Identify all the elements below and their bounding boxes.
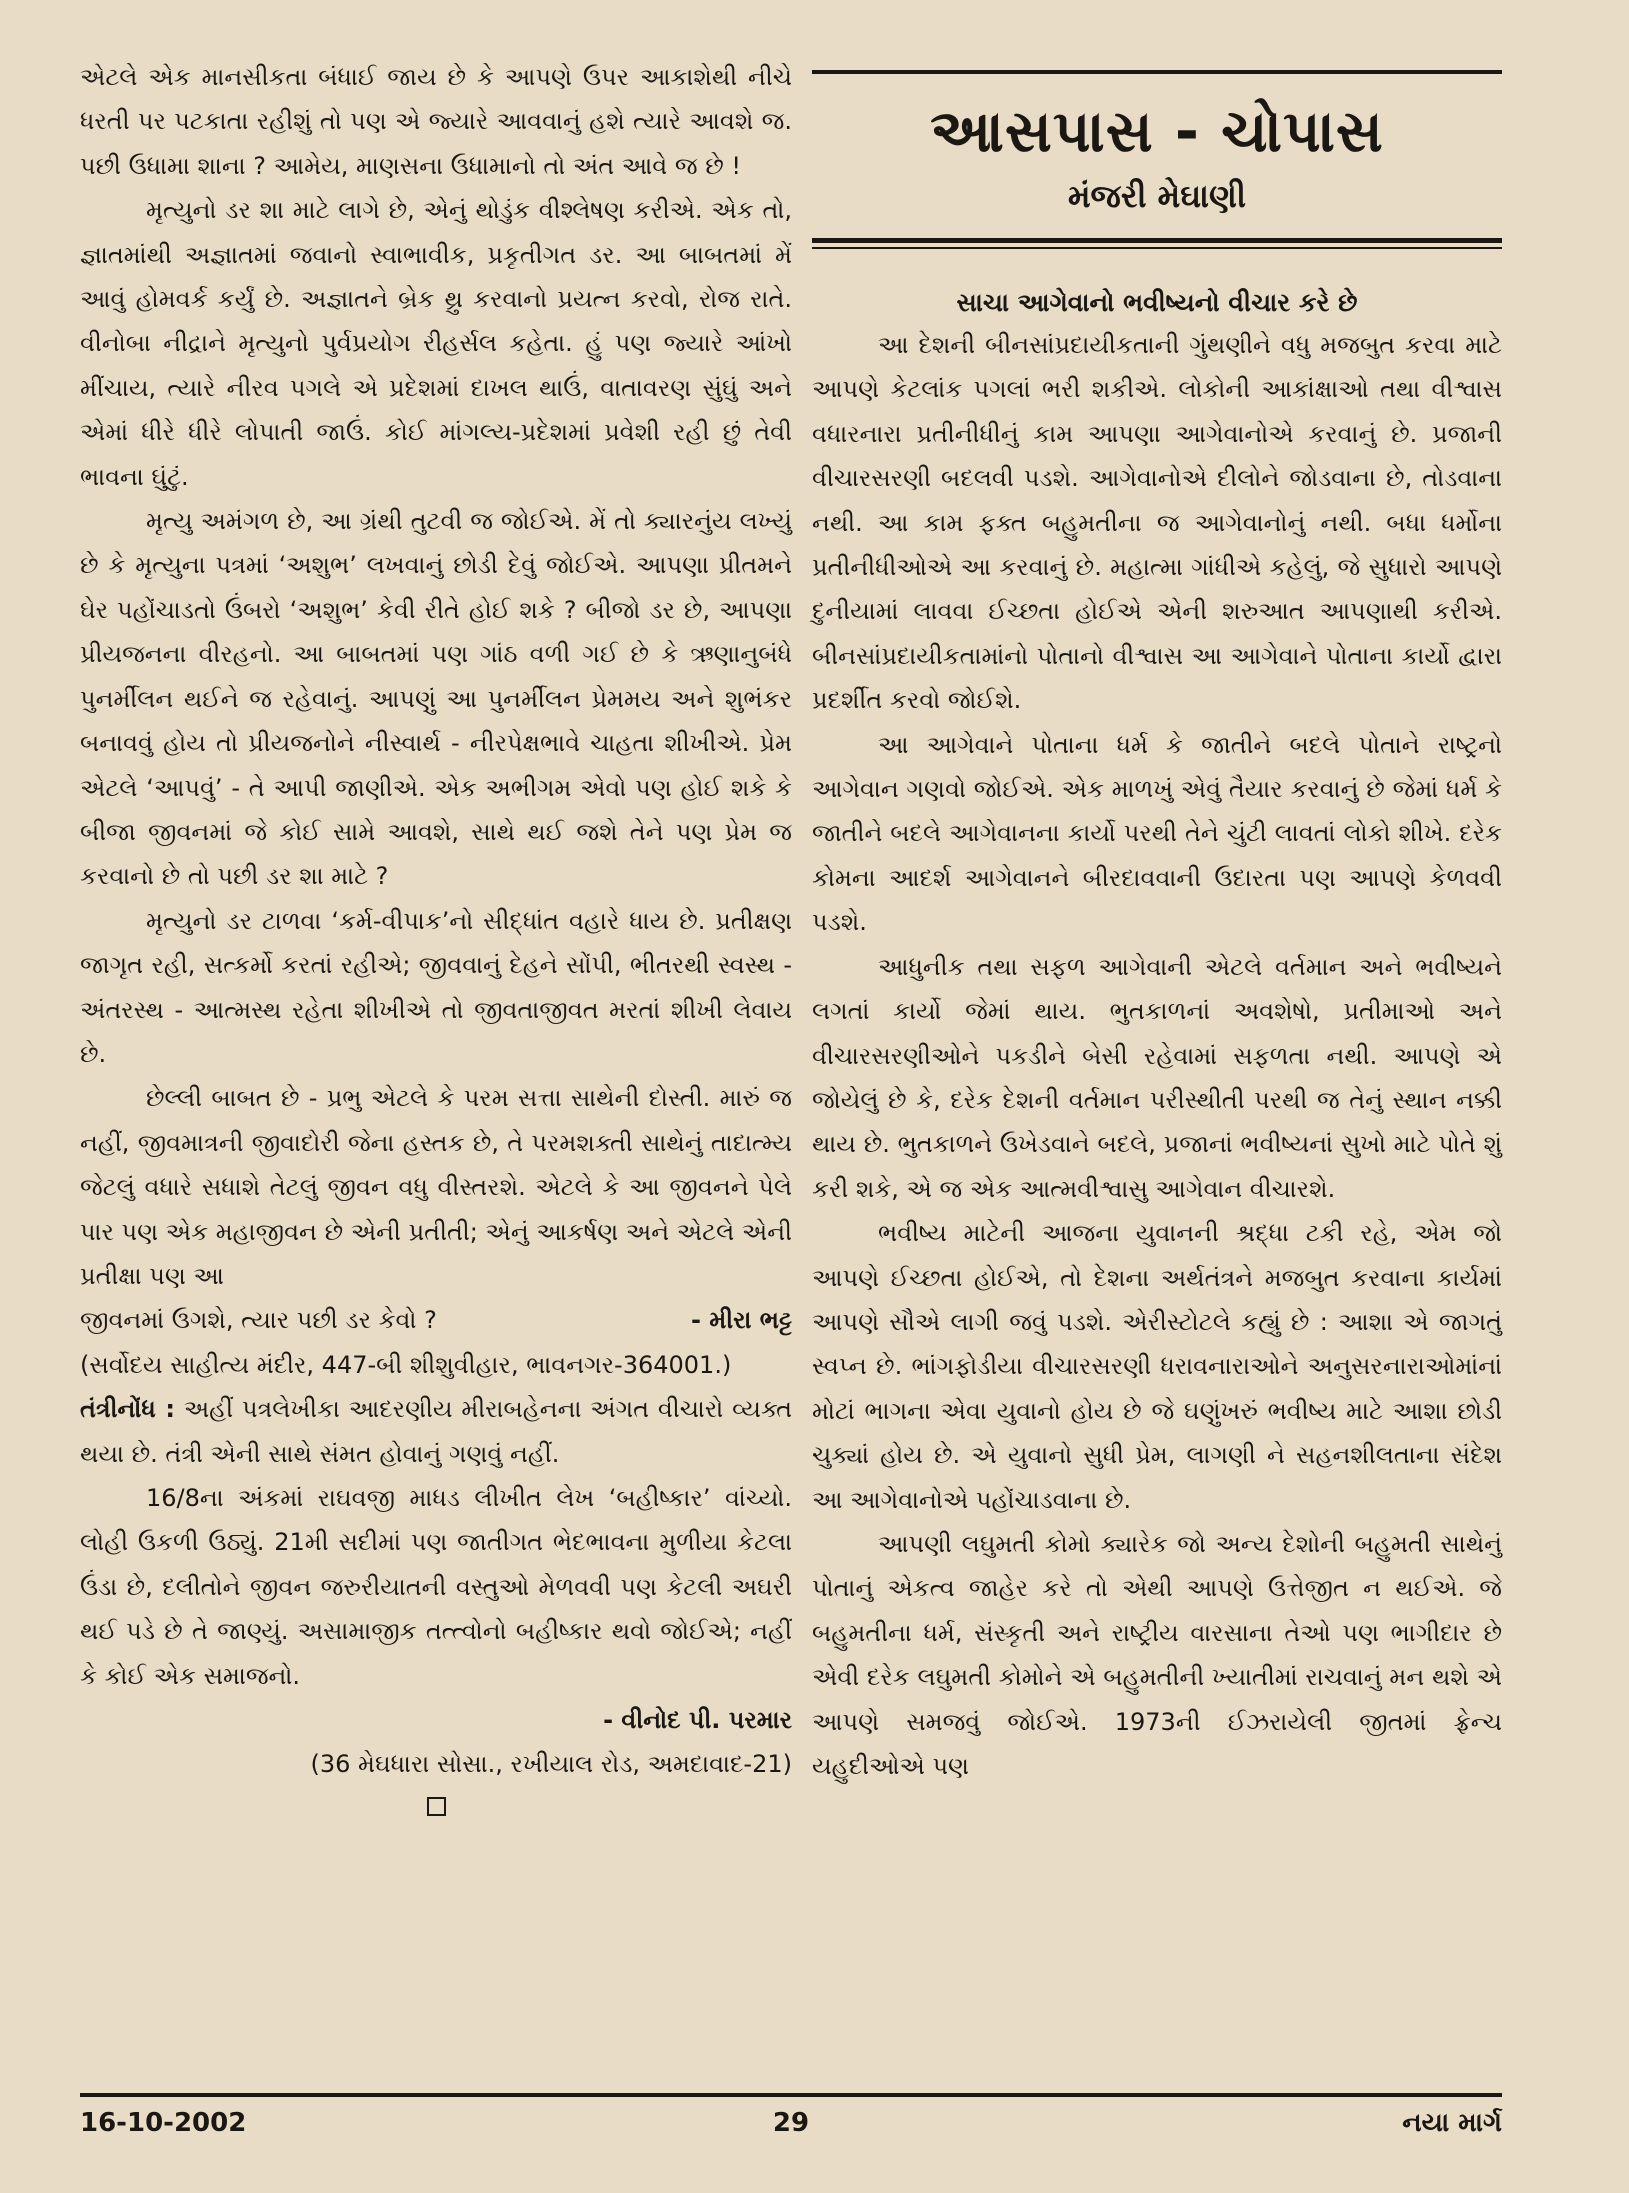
end-mark-icon (427, 1797, 446, 1816)
letter-signature: - વીનોદ પી. પરમાર (603, 1706, 792, 1735)
letter-closing-text: જીવનમાં ઉગશે, ત્યાર પછી ડર કેવો ? (80, 1306, 437, 1335)
letter-paragraph: 16/8ના અંકમાં રાઘવજી માધડ લીખીત લેખ ‘બહીષ્કાર’ વાંચ્યો. લોહી ઉકળી ઉઠ્યું. 21મી સદીમાં પણ જાતીગત ભેદભાવના મુળીયા કેટલા ઉંડા છે, દલીતોને જીવન જરુરીયાતની વસ્તુઓ મેળવવી પણ કેટલી અઘરી થઈ પડે છે તે જાણ્યું. અસામાજીક તત્ત્વોનો બહીષ્કાર થવો જોઈએ; નહીં કે કોઈ એક સમાજનો. (80, 1484, 792, 1690)
editor-note (80, 1387, 792, 1476)
letter-paragraph: છેલ્લી બાબત છે - પ્રભુ એટલે કે પરમ સત્તા સાથેની દોસ્તી. મારું જ નહીં, જીવમાત્રની જીવાદોરી જેના હસ્તક છે, તે પરમશક્તી સાથેનું તાદાત્મ્ય જેટલું વધારે સધાશે તેટલું જીવન વધુ વીસ્તરશે. એટલે કે આ જીવનને પેલે પાર પણ એક મહાજીવન છે એની પ્રતીતી; એનું આકર્ષણ અને એટલે એની પ્રતીક્ષા પણ આ (80, 1084, 792, 1290)
editor-note-label: તંત્રીનોંધ : (80, 1395, 175, 1424)
letter-paragraph: મૃત્યુનો ડર શા માટે લાગે છે, એનું થોડુંક વીશ્લેષણ કરીએ. એક તો, જ્ઞાતમાંથી અજ્ઞાતમાં જવાનો સ્વાભાવીક, પ્રકૃતીગત ડર. આ બાબતમાં મેં આવું હોમવર્ક કર્યું છે. અજ્ઞાતને બ્રેક થ્રુ કરવાનો પ્રયત્ન કરવો, રોજ રાતે. વીનોબા નીદ્રાને મૃત્યુનો પુર્વપ્રયોગ રીહર્સલ કહેતા. હું પણ જ્યારે આંખો મીંચાય, ત્યારે નીરવ પગલે એ પ્રદેશમાં દાખલ થાઉં, વાતાવરણ સુંઘું અને એમાં ધીરે ધીરે લોપાતી જાઉં. કોઈ માંગલ્ય-પ્રદેશમાં પ્રવેશી રહી છું તેવી ભાવના ઘુંટું. (80, 196, 792, 491)
letter-signature: - મીરા ભટ્ટ (691, 1306, 792, 1335)
column-title: આસપાસ - ચોપાસ (930, 97, 1384, 165)
double-rule (812, 238, 1502, 249)
letters-column (80, 55, 792, 1816)
letter-paragraph: એટલે એક માનસીકતા બંધાઈ જાય છે કે આપણે ઉપર આકાશેથી નીચે ધરતી પર પટકાતા રહીશું તો પણ એ જ્યારે આવવાનું હશે ત્યારે આવશે જ. પછી ઉધામા શાના ? આમેય, માણસના ઉધામાનો તો અંત આવે જ છે ! (80, 63, 792, 180)
letter-closing-line (80, 1298, 792, 1342)
column-article (812, 70, 1502, 1788)
issue-date: 16-10-2002 (80, 2108, 247, 2138)
letter-address: (36 મેઘધારા સોસા., રખીયાલ રોડ, અમદાવાદ-21) (310, 1750, 792, 1779)
letter-address: (સર્વોદય સાહીત્ય મંદીર, 447-બી શીશુવીહાર, ભાવનગર-364001.) (80, 1350, 732, 1379)
footer-rule (80, 2093, 1502, 2097)
page-number: 29 (772, 2108, 810, 2138)
editor-note-text: અહીં પત્રલેખીકા આદરણીય મીરાબહેનના અંગત વીચારો વ્યક્ત થયા છે. તંત્રી એની સાથે સંમત હોવાનું ગણવું નહીં. (80, 1395, 792, 1468)
article-paragraph: આ દેશની બીનસાંપ્રદાયીકતાની ગુંથણીને વધુ મજબુત કરવા માટે આપણે કેટલાંક પગલાં ભરી શકીએ. લોકોની આકાંક્ષાઓ તથા વીશ્વાસ વધારનારા પ્રતીનીધીનું કામ આપણા આગેવાનોએ કરવાનું છે. પ્રજાની વીચારસરણી બદલવી પડશે. આગેવાનોએ દીલોને જોડવાના છે, તોડવાના નથી. આ કામ ફક્ત બહુમતીના જ આગેવાનોનું નથી. બધા ધર્મોના પ્રતીનીધીઓએ આ કરવાનું છે. મહાત્મા ગાંધીએ કહેલું, જે સુધારો આપણે દુનીયામાં લાવવા ઈચ્છતા હોઈએ એની શરુઆત આપણાથી કરીએ. બીનસાંપ્રદાયીકતામાંનો પોતાનો વીશ્વાસ આ આગેવાને પોતાના કાર્યો દ્વારા પ્રદર્શીત કરવો જોઈશે. (812, 331, 1502, 715)
column-author: મંજરી મેઘાણી (1067, 177, 1247, 215)
article-headline: સાચા આગેવાનો ભવીષ્યનો વીચાર કરે છે (956, 288, 1358, 317)
article-paragraph: આપણી લઘુમતી કોમો ક્યારેક જો અન્ય દેશોની બહુમતી સાથેનું પોતાનું એકત્વ જાહેર કરે તો એથી આપણે ઉત્તેજીત ન થઈએ. જે બહુમતીના ધર્મ, સંસ્કૃતી અને રાષ્ટ્રીય વારસાના તેઓ પણ ભાગીદાર છે એવી દરેક લઘુમતી કોમોને એ બહુમતીની ખ્યાતીમાં રાચવાનું મન થશે એ આપણે સમજવું જોઈએ. 1973ની ઈઝરાયેલી જીતમાં ફ્રેન્ચ યહુદીઓએ પણ (812, 1529, 1502, 1780)
article-paragraph: આ આગેવાને પોતાના ધર્મ કે જાતીને બદલે પોતાને રાષ્ટ્રનો આગેવાન ગણવો જોઈએ. એક માળખું એવું તૈયાર કરવાનું છે જેમાં ધર્મ કે જાતીને બદલે આગેવાનના કાર્યો પરથી તેને ચુંટી લાવતાં લોકો શીખે. દરેક કોમના આદર્શ આગેવાનને બીરદાવવાની ઉદારતા પણ આપણે કેળવવી પડશે. (812, 730, 1502, 937)
letter-paragraph: મૃત્યુ અમંગળ છે, આ ગ્રંથી તુટવી જ જોઈએ. મેં તો ક્યારનુંય લખ્યું છે કે મૃત્યુના પત્રમાં ‘અશુભ’ લખવાનું છોડી દેવું જોઈએ. આપણા પ્રીતમને ઘેર પહોંચાડતો ઉંબરો ‘અશુભ’ કેવી રીતે હોઈ શકે ? બીજો ડર છે, આપણા પ્રીયજનના વીરહનો. આ બાબતમાં પણ ગાંઠ વળી ગઈ છે કે ઋણાનુબંધે પુનર્મીલન થઈને જ રહેવાનું. આપણું આ પુનર્મીલન પ્રેમમય અને શુભંકર બનાવવું હોય તો પ્રીયજનોને નીસ્વાર્થ - નીરપેક્ષભાવે ચાહતા શીખીએ. પ્રેમ એટલે ‘આપવું’ - તે આપી જાણીએ. એક અભીગમ એવો પણ હોઈ શકે કે બીજા જીવનમાં જે કોઈ સામે આવશે, સાથે થઈ જશે તેને પણ પ્રેમ જ કરવાનો છે તો પછી ડર શા માટે ? (80, 507, 793, 891)
letter-paragraph: મૃત્યુનો ડર ટાળવા ‘કર્મ-વીપાક’નો સીદ્ધાંત વહારે ધાય છે. પ્રતીક્ષણ જાગૃત રહી, સત્કર્મો કરતાં રહીએ; જીવવાનું દેહને સોંપી, ભીતરથી સ્વસ્થ - અંતરસ્થ - આત્મસ્થ રહેતા શીખીએ તો જીવતાજીવત મરતાં શીખી લેવાય છે. (80, 906, 792, 1068)
magazine-name: નયા માર્ગ (1402, 2108, 1502, 2138)
article-paragraph: આધુનીક તથા સફળ આગેવાની એટલે વર્તમાન અને ભવીષ્યને લગતાં કાર્યો જેમાં થાય. ભુતકાળનાં અવશેષો, પ્રતીમાઓ અને વીચારસરણીઓને પકડીને બેસી રહેવામાં સફળતા નથી. આપણે એ જોયેલું છે કે, દરેક દેશની વર્તમાન પરીસ્થીતી પરથી જ તેનું સ્થાન નક્કી થાય છે. ભુતકાળને ઉખેડવાને બદલે, પ્રજાનાં ભવીષ્યનાં સુખો માટે પોતે શું કરી શકે, એ જ એક આત્મવીશ્વાસુ આગેવાન વીચારશે. (812, 952, 1502, 1203)
article-paragraph: ભવીષ્ય માટેની આજના યુવાનની શ્રદ્ધા ટકી રહે, એમ જો આપણે ઈચ્છતા હોઈએ, તો દેશના અર્થતંત્રને મજબુત કરવાના કાર્યમાં આપણે સૌએ લાગી જવું પડશે. એરીસ્ટોટલે કહ્યું છે : આશા એ જાગતું સ્વપ્ન છે. ભાંગફોડીયા વીચારસરણી ધરાવનારાઓને અનુસરનારાઓમાંનાં મોટાં ભાગના એવા યુવાનો હોય છે જે ઘણુંખરું ભવીષ્ય માટે આશા છોડી ચુક્યાં હોય છે. એ યુવાનો સુધી પ્રેમ, લાગણી ને સહનશીલતાના સંદેશ આ આગેવાનોએ પહોંચાડવાના છે. (812, 1219, 1502, 1514)
top-rule (812, 70, 1502, 74)
